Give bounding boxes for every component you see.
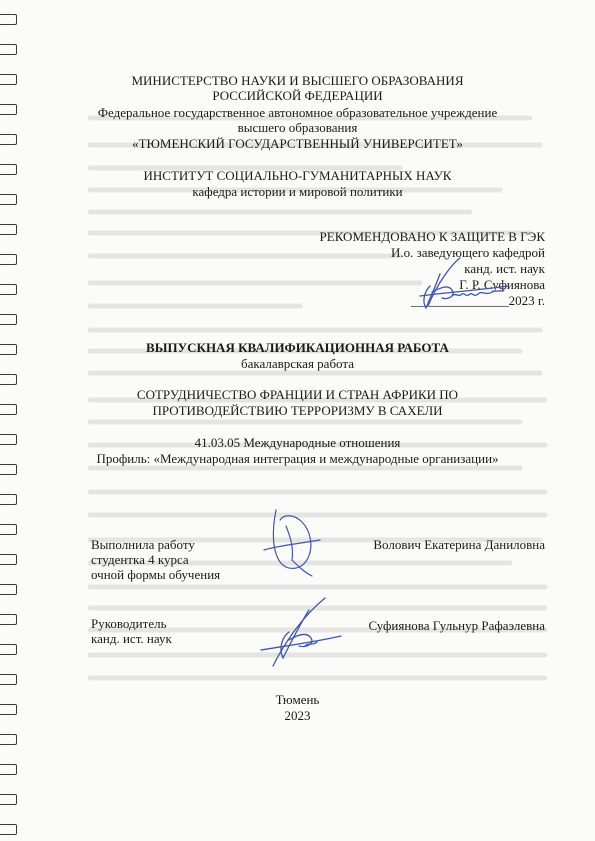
author-label-2: студентка 4 курса (91, 552, 189, 567)
department-name: кафедра истории и мировой политики (192, 184, 403, 199)
city: Тюмень (275, 692, 320, 707)
specialty: 41.03.05 Международные отношения (194, 435, 401, 450)
approval-heading: РЕКОМЕНДОВАНО К ЗАЩИТЕ В ГЭК (319, 229, 545, 244)
approval-degree: канд. ист. наук (464, 261, 545, 276)
approval-name: Г. Р. Суфиянова (459, 277, 545, 292)
institution-line-2: высшего образования (237, 120, 358, 135)
year: 2023 (284, 708, 311, 723)
approval-date: _______________2023 г. (411, 293, 545, 308)
ministry-line-1: МИНИСТЕРСТВО НАУКИ И ВЫСШЕГО ОБРАЗОВАНИЯ (131, 73, 464, 88)
supervisor-label-2: канд. ист. наук (91, 631, 172, 646)
supervisor-name: Суфиянова Гульнур Рафаэлевна (368, 618, 545, 633)
work-title-line-1: СОТРУДНИЧЕСТВО ФРАНЦИИ И СТРАН АФРИКИ ПО (136, 387, 459, 402)
author-name: Волович Екатерина Даниловна (373, 537, 545, 552)
ministry-line-2: РОССИЙСКОЙ ФЕДЕРАЦИИ (212, 88, 383, 103)
profile: Профиль: «Международная интеграция и международные организации» (96, 451, 499, 466)
university-name: «ТЮМЕНСКИЙ ГОСУДАРСТВЕННЫЙ УНИВЕРСИТЕТ» (132, 136, 463, 151)
work-title-line-2: ПРОТИВОДЕЙСТВИЮ ТЕРРОРИЗМУ В САХЕЛИ (152, 403, 443, 418)
institute-name: ИНСТИТУТ СОЦИАЛЬНО-ГУМАНИТАРНЫХ НАУК (143, 168, 452, 183)
institution-line-1: Федеральное государственное автономное образовательное учреждение (97, 105, 498, 120)
supervisor-label-1: Руководитель (91, 616, 167, 631)
work-type: ВЫПУСКНАЯ КВАЛИФИКАЦИОННАЯ РАБОТА (146, 340, 449, 355)
supervisor-signature-image (255, 592, 345, 672)
author-label-3: очной формы обучения (91, 567, 221, 582)
approval-position: И.о. заведующего кафедрой (390, 245, 545, 260)
author-signature-image (250, 500, 330, 580)
work-subtype: бакалаврская работа (241, 356, 354, 371)
author-label-1: Выполнила работу (91, 537, 195, 552)
